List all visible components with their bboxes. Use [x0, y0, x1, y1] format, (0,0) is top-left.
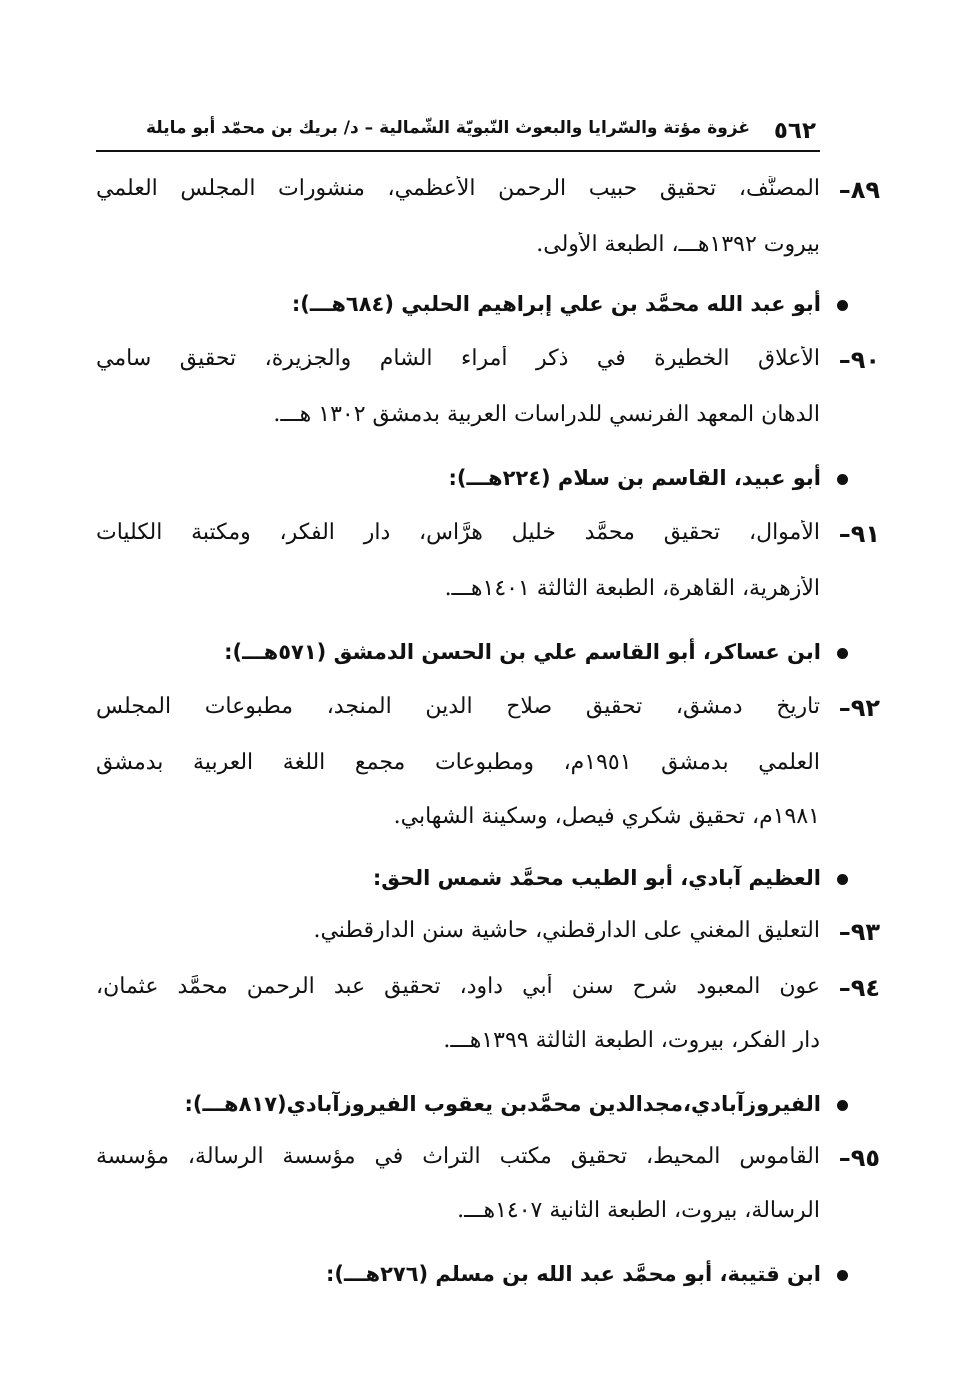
page-number: ٥٦٢	[773, 118, 816, 144]
entry-line: تاريخ دمشق، تحقيق صلاح الدين المنجد، مطبوعات المجلس	[96, 694, 820, 719]
author-name: ابن قتيبة، أبو محمَّد عبد الله بن مسلم (٢٧٦هـــ):	[325, 1262, 821, 1286]
author-heading	[96, 640, 820, 664]
bullet-icon	[837, 300, 848, 311]
entry-line: الأزهرية، القاهرة، الطبعة الثالثة ١٤٠١هـــ.	[444, 576, 820, 601]
bullet-icon	[837, 648, 848, 659]
author-name: أبو عبد الله محمَّد بن علي إبراهيم الحلبي (٦٨٤هـــ):	[291, 292, 821, 316]
entry-line: الدهان المعهد الفرنسي للدراسات العربية بدمشق ١٣٠٢ هـــ.	[273, 402, 820, 427]
bullet-icon	[837, 874, 848, 885]
author-name: الفيروزآبادي،مجدالدين محمَّدبن يعقوب الفيروزآبادي(٨١٧هـــ):	[184, 1092, 821, 1116]
author-heading	[96, 466, 820, 490]
entry-line: العلمي بدمشق ١٩٥١م، ومطبوعات مجمع اللغة العربية بدمشق	[96, 750, 820, 775]
author-heading	[96, 1092, 820, 1116]
entry-line: عون المعبود شرح سنن أبي داود، تحقيق عبد الرحمن محمَّد عثمان،	[96, 974, 820, 999]
entry-number: ٩٠–	[838, 346, 880, 374]
bullet-icon	[837, 474, 848, 485]
entry-number: ٩٤–	[838, 974, 880, 1002]
entry-line: المصنَّف، تحقيق حبيب الرحمن الأعظمي، منشورات المجلس العلمي	[96, 176, 820, 201]
entry-number: ٩٣–	[838, 918, 880, 946]
entry-line: التعليق المغني على الدارقطني، حاشية سنن الدارقطني.	[313, 918, 820, 943]
author-heading	[96, 292, 820, 316]
running-title: غزوة مؤتة والسّرايا والبعوث النّبويّة الشّمالية – د/ بريك بن محمّد أبو مايلة	[145, 118, 750, 138]
entry-number: ٩١–	[838, 520, 880, 548]
entry-line: الأموال، تحقيق محمَّد خليل هرَّاس، دار الفكر، ومكتبة الكليات	[96, 520, 820, 545]
entry-line: القاموس المحيط، تحقيق مكتب التراث في مؤسسة الرسالة، مؤسسة	[96, 1144, 820, 1169]
author-name: ابن عساكر، أبو القاسم علي بن الحسن الدمشق (٥٧١هـــ):	[224, 640, 821, 664]
entry-line: الرسالة، بيروت، الطبعة الثانية ١٤٠٧هـــ.	[457, 1198, 820, 1223]
entry-line: ١٩٨١م، تحقيق شكري فيصل، وسكينة الشهابي.	[393, 804, 820, 829]
entry-number: ٨٩–	[838, 176, 880, 204]
author-name: العظيم آبادي، أبو الطيب محمَّد شمس الحق:	[372, 866, 821, 890]
page-header	[96, 108, 820, 152]
entry-line: دار الفكر، بيروت، الطبعة الثالثة ١٣٩٩هـــ.	[443, 1028, 820, 1053]
bullet-icon	[837, 1270, 848, 1281]
entry-number: ٩٢–	[838, 694, 880, 722]
entry-number: ٩٥–	[838, 1144, 880, 1172]
entry-line: بيروت ١٣٩٢هـــ، الطبعة الأولى.	[536, 232, 820, 257]
author-name: أبو عبيد، القاسم بن سلام (٢٢٤هـــ):	[448, 466, 821, 490]
author-heading	[96, 1262, 820, 1286]
author-heading	[96, 866, 820, 890]
bullet-icon	[837, 1100, 848, 1111]
entry-line: الأعلاق الخطيرة في ذكر أمراء الشام والجزيرة، تحقيق سامي	[96, 346, 820, 371]
